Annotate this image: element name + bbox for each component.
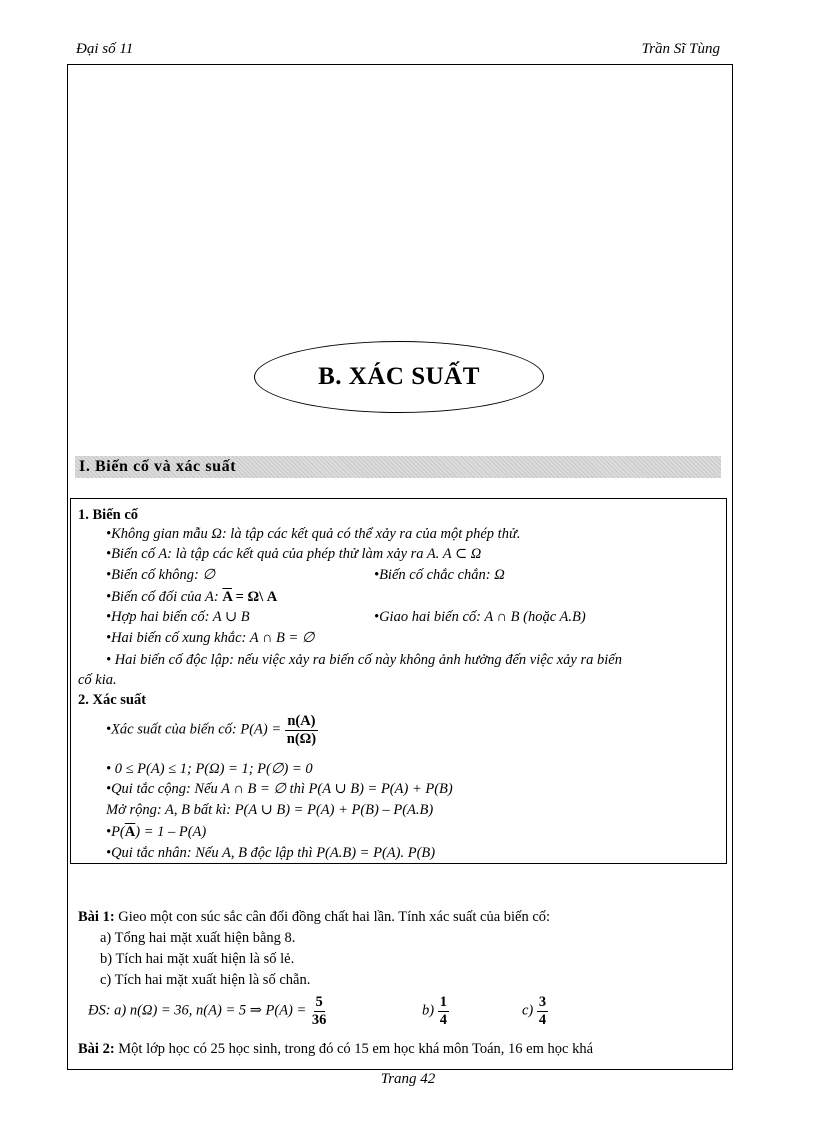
- heading-bien-co: 1. Biến cố: [78, 507, 139, 523]
- header-subject: Đại số 11: [76, 41, 134, 57]
- exercise-1-part-a: a) Tổng hai mặt xuất hiện bằng 8.: [100, 930, 296, 946]
- theory-line-complement-prob: $•P(\overline{A}) = 1 - P(A)$: [106, 824, 207, 840]
- probability-fraction: $\frac{n(A)}{n(\Omega)}$: [286, 713, 317, 747]
- theory-line-mutually-exclusive: •Hai biến cố xung khắc: A ∩ B = ∅: [106, 630, 315, 646]
- header-author: Trần Sĩ Tùng: [641, 41, 720, 57]
- answer-c-fraction: $\frac{3}{4}$: [538, 994, 547, 1028]
- exercise-1-answer-b: b) $\frac{1}{4}$: [422, 994, 447, 1028]
- exercise-1: Bài 1: Gieo một con súc sắc cân đối đồng chất hai lần. Tính xác suất của biến cố:: [78, 909, 551, 925]
- theory-line-sample-space: •Không gian mẫu Ω: là tập các kết quả có thể xảy ra của một phép thử.: [106, 526, 521, 542]
- theory-line-union: •Hợp hai biến cố: A ∪ B: [106, 609, 250, 625]
- theory-line-impossible: •Biến cố không: ∅: [106, 567, 216, 583]
- theory-line-intersection: •Giao hai biến cố: A ∩ B (hoặc A.B): [374, 609, 586, 625]
- theory-line-extension: Mở rộng: A, B bất kì: P(A ∪ B) = P(A) + P(B) – P(A.B): [106, 802, 434, 818]
- exercise-1-part-c: c) Tích hai mặt xuất hiện là số chẵn.: [100, 972, 311, 988]
- theory-line-probability: •Xác suất của biến cố: P(A) = $\frac{n(A)}{n(\Omega)}$: [106, 713, 317, 747]
- answer-a-fraction: $\frac{5}{36}$: [311, 994, 327, 1028]
- complement-symbol: $\overline{A}$: [222, 589, 233, 605]
- exercise-1-label: Bài 1:: [78, 909, 115, 925]
- exercise-1-answer-c: c) $\frac{3}{4}$: [522, 994, 547, 1028]
- chapter-title-oval: [254, 341, 544, 413]
- page-number: Trang 42: [380, 1071, 436, 1087]
- theory-line-bounds: • 0 ≤ P(A) ≤ 1; P(Ω) = 1; P(∅) = 0: [106, 761, 313, 777]
- theory-line-multiplication-rule: •Qui tắc nhân: Nếu A, B độc lập thì P(A.B) = P(A). P(B): [106, 845, 436, 861]
- exercise-1-answer: ĐS: a) n(Ω) = 36, n(A) = 5 ⇒ P(A) = $\frac{5}{36}$: [88, 994, 327, 1028]
- theory-line-addition-rule: •Qui tắc cộng: Nếu A ∩ B = ∅ thì P(A ∪ B) = P(A) + P(B): [106, 781, 453, 797]
- chapter-title: B. XÁC SUẤT: [318, 363, 480, 390]
- theory-line-event: •Biến cố A: là tập các kết quả của phép thử làm xảy ra A. A ⊂ Ω: [106, 546, 482, 562]
- exercise-1-part-b: b) Tích hai mặt xuất hiện là số lẻ.: [100, 951, 295, 967]
- answer-b-fraction: $\frac{1}{4}$: [439, 994, 447, 1028]
- section-title: I. Biến cố và xác suất: [79, 458, 237, 475]
- complement-symbol: $\overline{A}$: [124, 824, 136, 840]
- theory-line-independent: • Hai biến cố độc lập: nếu việc xảy ra biến cố này không ảnh hưởng đến việc xảy ra biến: [106, 652, 622, 668]
- exercise-2: Bài 2: Một lớp học có 25 học sinh, trong đó có 15 em học khá môn Toán, 16 em học khá: [78, 1041, 594, 1057]
- theory-line-independent-cont: cố kia.: [78, 672, 117, 688]
- theory-line-complement: •Biến cố đối của A: $\overline{A}$ = Ω\ A: [106, 589, 278, 605]
- theory-line-certain: •Biến cố chắc chắn: Ω: [374, 567, 505, 583]
- heading-xac-suat: 2. Xác suất: [78, 692, 147, 708]
- exercise-2-label: Bài 2:: [78, 1041, 115, 1057]
- section-heading-bar: [75, 456, 721, 478]
